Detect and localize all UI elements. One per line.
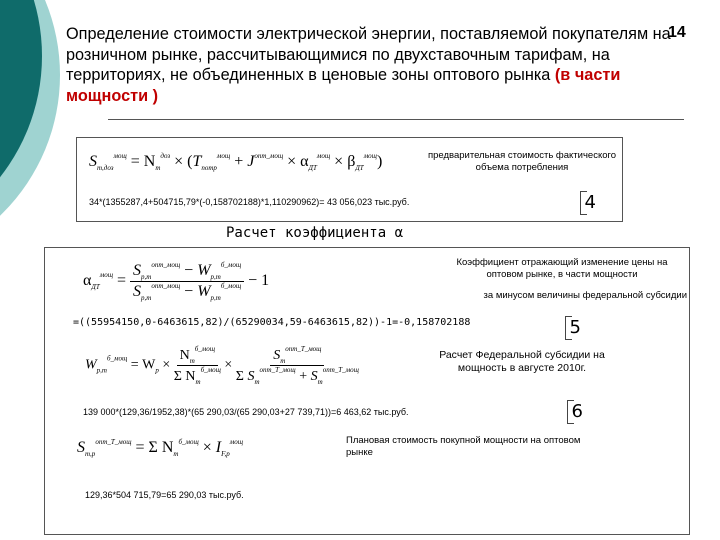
subsidy-calc: 139 000*(129,36/1952,38)*(65 290,03/(65 290,03+27 739,71))=6 463,62 тыс.руб. — [83, 407, 409, 417]
alpha-calc: =((55954150,0-6463615,82)/(65290034,59-6463615,82))-1=-0,158702188 — [73, 317, 471, 328]
title-divider — [108, 119, 684, 120]
block1-calc: 34*(1355287,4+504715,79*(-0,158702188)*1,110290962)= 43 056,023 тыс.руб. — [89, 197, 410, 207]
alpha-heading: Расчет коэффициента α — [226, 225, 404, 241]
cost-formula: $S_{m,доз}^{мощ} = N_m^{доз} \times (T_{потр}^{мощ} + J^{опт\_мощ} \times \alpha_{ДТ}^{мощ} \times \beta_{ДТ}^{мощ})$ — [89, 152, 383, 172]
block1-note: предварительная стоимость фактического объема потребления — [427, 150, 617, 173]
planned-cost-calc: 129,36*504 715,79=65 290,03 тыс.руб. — [85, 490, 244, 500]
planned-cost-note: Плановая стоимость покупной мощности на оптовом рынке — [346, 435, 581, 458]
subsidy-reference: 6 — [567, 402, 583, 422]
planned-cost-formula: $S_{m,p}^{опт\_Т\_мощ} = \Sigma$ $N_m^{б\_мощ} \times I_{F,p}^{мощ}$ — [77, 438, 243, 458]
slide-title — [66, 24, 676, 106]
block1-reference: 4 — [580, 193, 596, 213]
alpha-calculation-box — [44, 247, 690, 535]
subsidy-note: за минусом величины федеральной субсидии — [483, 290, 687, 301]
subsidy-calc-note: Расчет Федеральной субсидии на мощность в августе 2010г. — [439, 349, 605, 374]
alpha-reference: 5 — [565, 318, 581, 338]
subsidy-formula: $W_{p,m}^{б\_мощ} = W_p$ × $\frac{N_m^{б\_мощ}}{\Sigma N_m^{б\_мощ}}$ × $\frac{S_m^{опт\_Т\_мощ}}{\Sigma S_m^{опт\_Т\_мощ} + S_m^{опт\_Т\_мощ}}$ — [85, 345, 359, 386]
cost-formula-box — [76, 137, 623, 222]
title-main: Определение стоимости электрической энергии, поставляемой покупателям на розничном рынке, рассчитывающимися по двухставочным тарифам, на территориях, не объединенных в ценовые зоны оптового рынка — [66, 25, 671, 84]
alpha-formula: $\alpha_{ДТ}^{мощ}$ = $\frac{S_{p,m}^{опт\_мощ} - W_{p,m}^{б\_мощ}}{S_{p,m}^{опт\_мощ} - W_{p,m}^{б\_мощ}}$ − 1 — [83, 261, 270, 302]
slide-number: 14 — [668, 24, 686, 41]
alpha-note: Коэффициент отражающий изменение цены на оптовом рынке, в части мощности — [456, 257, 668, 280]
title-highlight: (в части мощности ) — [66, 66, 621, 105]
